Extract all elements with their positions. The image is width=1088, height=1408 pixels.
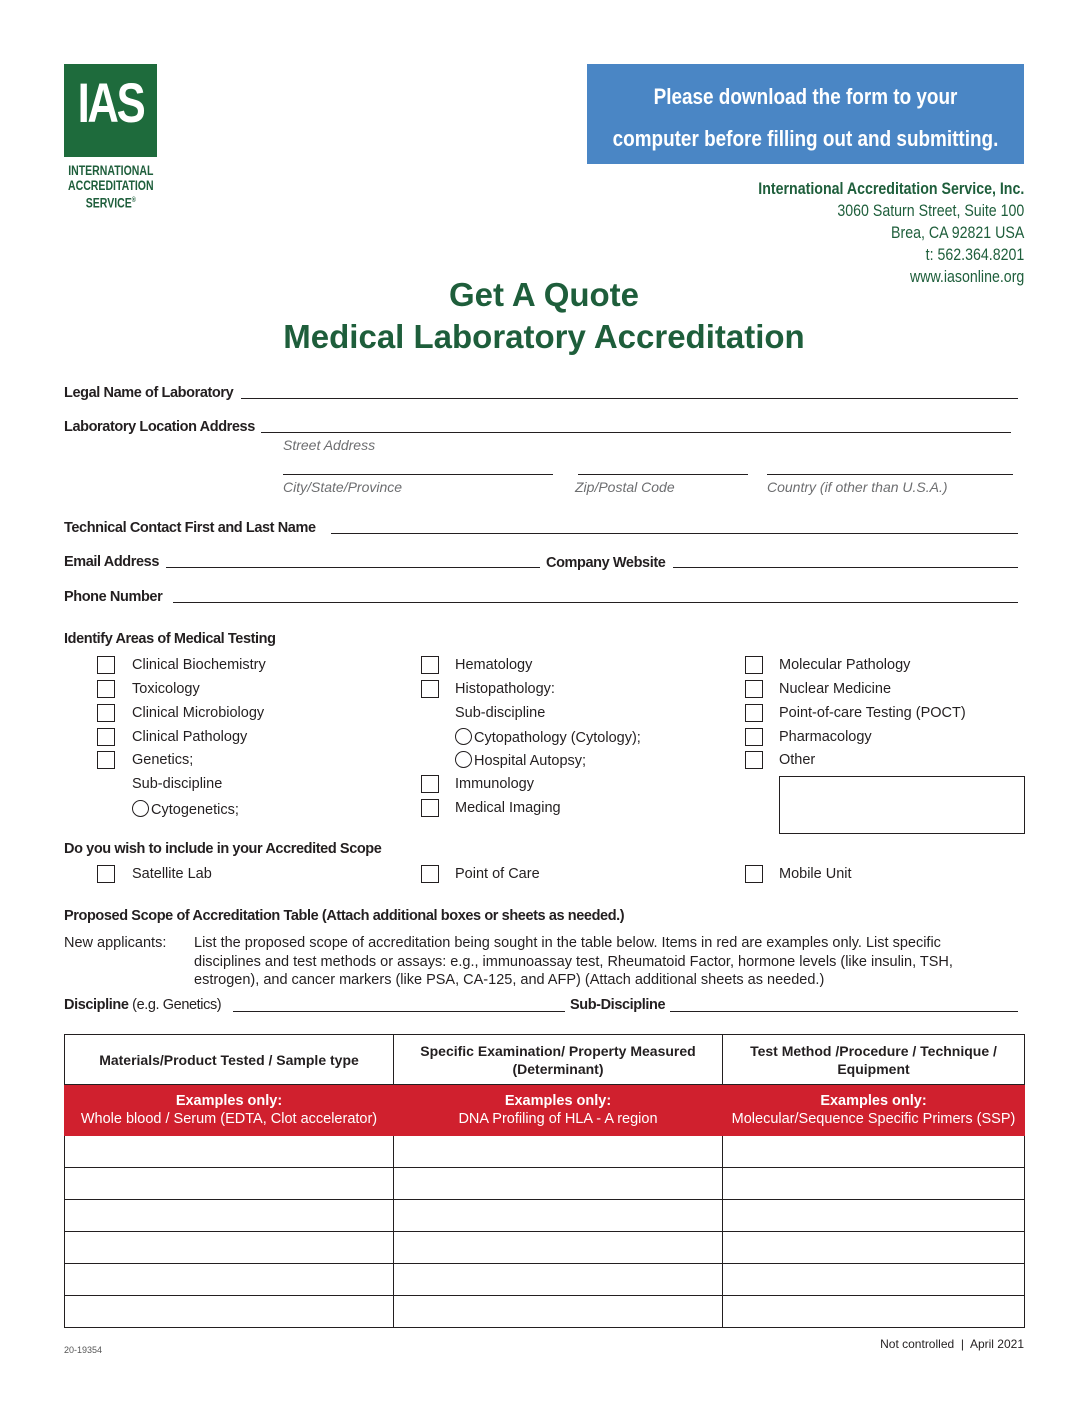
table-cell[interactable]	[65, 1296, 394, 1328]
table-row	[65, 1200, 1025, 1232]
table-cell[interactable]	[65, 1232, 394, 1264]
city-address: Brea, CA 92821 USA	[890, 224, 1024, 242]
example-cell-examination	[394, 1085, 723, 1136]
header-method: Test Method /Procedure / Technique / Equipment	[723, 1035, 1025, 1085]
option-cytogenetics	[132, 800, 239, 818]
example-materials: Whole blood / Serum (EDTA, Clot accelerator)	[80, 1111, 378, 1127]
country-hint: Country (if other than U.S.A.)	[767, 479, 948, 495]
discipline-field[interactable]	[233, 1011, 565, 1012]
table-cell[interactable]	[394, 1296, 723, 1328]
city-hint: City/State/Province	[283, 479, 403, 495]
radio-cytogenetics[interactable]	[132, 800, 149, 817]
table-cell[interactable]	[723, 1296, 1025, 1328]
checkbox-hematology[interactable]	[421, 656, 439, 674]
header-materials: Materials/Product Tested / Sample type	[65, 1035, 394, 1085]
option-clinical-biochemistry: Clinical Biochemistry	[132, 657, 266, 673]
option-point-of-care: Point of Care	[455, 866, 540, 882]
control-status: Not controlled | April 2021	[880, 1337, 1024, 1351]
table-row	[65, 1136, 1025, 1168]
page-title: Get A Quote	[448, 276, 640, 313]
example-cell-method	[723, 1085, 1025, 1136]
radio-cytopathology[interactable]	[455, 728, 472, 745]
new-applicants-label: New applicants:	[64, 935, 167, 951]
instructions-paragraph	[194, 934, 1024, 990]
radio-hospital-autopsy[interactable]	[455, 751, 472, 768]
download-banner	[587, 64, 1024, 164]
form-code: 20-19354	[64, 1345, 103, 1355]
table-cell[interactable]	[723, 1232, 1025, 1264]
sub-discipline-label: Sub-Discipline	[570, 997, 666, 1013]
checkbox-clinical-microbiology[interactable]	[97, 704, 115, 722]
table-cell[interactable]	[65, 1264, 394, 1296]
table-row	[65, 1168, 1025, 1200]
street-address: 3060 Saturn Street, Suite 100	[837, 202, 1024, 220]
sub-discipline-field[interactable]	[670, 1011, 1018, 1012]
example-label: Examples only:	[820, 1093, 927, 1109]
registered-mark: ®	[131, 197, 136, 204]
zip-field[interactable]	[578, 474, 748, 475]
table-cell[interactable]	[65, 1200, 394, 1232]
checkbox-molecular-pathology[interactable]	[745, 656, 763, 674]
option-nuclear-medicine: Nuclear Medicine	[779, 681, 892, 697]
checkbox-satellite-lab[interactable]	[97, 865, 115, 883]
banner-line-1: Please download the form to your	[653, 84, 958, 109]
proposed-heading: Proposed Scope of Accreditation Table (Attach additional boxes or sheets as needed.)	[64, 908, 625, 924]
website-label: Company Website	[546, 555, 666, 571]
example-examination: DNA Profiling of HLA - A region	[458, 1111, 658, 1127]
table-header-row	[65, 1035, 1025, 1085]
option-genetics: Genetics;	[132, 752, 194, 768]
table-cell[interactable]	[723, 1168, 1025, 1200]
option-histopathology: Histopathology:	[455, 681, 555, 697]
website-link[interactable]: www.iasonline.org	[909, 268, 1024, 286]
discipline-label-text: Discipline	[64, 997, 129, 1013]
checkbox-toxicology[interactable]	[97, 680, 115, 698]
checkbox-immunology[interactable]	[421, 775, 439, 793]
logo-line-2: ACCREDITATION	[67, 178, 154, 193]
table-row	[65, 1232, 1025, 1264]
checkbox-other[interactable]	[745, 751, 763, 769]
option-immunology: Immunology	[455, 776, 534, 792]
instructions-line-3: estrogen), and cancer markers (like PSA, CA-125, and AFP) (Attach additional sheets as needed.)	[194, 972, 825, 988]
website-field[interactable]	[673, 567, 1018, 568]
option-pharmacology: Pharmacology	[779, 729, 872, 745]
option-toxicology: Toxicology	[132, 681, 200, 697]
option-hematology: Hematology	[455, 657, 533, 673]
checkbox-poct[interactable]	[745, 704, 763, 722]
location-label: Laboratory Location Address	[64, 419, 255, 435]
option-clinical-microbiology: Clinical Microbiology	[132, 705, 265, 721]
example-cell-materials	[65, 1085, 394, 1136]
logo-letters: IAS	[77, 71, 144, 134]
table-cell[interactable]	[723, 1136, 1025, 1168]
logo-line-1: INTERNATIONAL	[68, 163, 154, 178]
table-cell[interactable]	[394, 1136, 723, 1168]
checkbox-point-of-care[interactable]	[421, 865, 439, 883]
table-cell[interactable]	[394, 1168, 723, 1200]
option-cytopathology	[455, 728, 641, 746]
hospital-autopsy-label: Hospital Autopsy;	[474, 753, 587, 769]
histopathology-subdiscipline-label: Sub-discipline	[455, 705, 546, 721]
table-row	[65, 1264, 1025, 1296]
scope-table	[64, 1034, 1025, 1328]
option-other: Other	[779, 752, 816, 768]
example-row	[65, 1085, 1025, 1136]
email-label: Email Address	[64, 554, 159, 570]
option-medical-imaging: Medical Imaging	[455, 800, 561, 816]
page-subtitle: Medical Laboratory Accreditation	[283, 318, 805, 355]
table-cell[interactable]	[65, 1136, 394, 1168]
table-cell[interactable]	[65, 1168, 394, 1200]
org-name: International Accreditation Service, Inc.	[757, 180, 1024, 198]
scope-include-heading: Do you wish to include in your Accredited Scope	[64, 841, 382, 857]
checkbox-nuclear-medicine[interactable]	[745, 680, 763, 698]
checkbox-pharmacology[interactable]	[745, 728, 763, 746]
address-block	[715, 178, 1024, 288]
instructions-line-2: disciplines and test methods or assays: e.g., immunoassay test, Rheumatoid Factor, hormone levels (like insulin, TSH,	[194, 953, 953, 970]
option-satellite-lab: Satellite Lab	[132, 866, 212, 882]
option-mobile-unit: Mobile Unit	[779, 866, 852, 882]
country-field[interactable]	[767, 474, 1013, 475]
instructions-line-1: List the proposed scope of accreditation being sought in the table below. Items in red are examples only. List specific	[194, 935, 941, 951]
checkbox-clinical-biochemistry[interactable]	[97, 656, 115, 674]
option-hospital-autopsy	[455, 751, 586, 769]
banner-line-2: computer before filling out and submitting.	[612, 126, 999, 151]
checkbox-genetics[interactable]	[97, 751, 115, 769]
option-poct: Point-of-care Testing (POCT)	[779, 705, 966, 721]
contact-field[interactable]	[331, 533, 1018, 534]
contact-label: Technical Contact First and Last Name	[64, 520, 316, 536]
city-field[interactable]	[283, 474, 553, 475]
testing-heading: Identify Areas of Medical Testing	[64, 631, 276, 647]
legal-name-field[interactable]	[241, 398, 1018, 399]
phone-number: t: 562.364.8201	[925, 246, 1024, 264]
checkbox-histopathology[interactable]	[421, 680, 439, 698]
checkbox-mobile-unit[interactable]	[745, 865, 763, 883]
table-row	[65, 1296, 1025, 1328]
genetics-subdiscipline-label: Sub-discipline	[132, 776, 223, 792]
phone-field[interactable]	[173, 602, 1018, 603]
email-field[interactable]	[166, 567, 540, 568]
example-label: Examples only:	[175, 1093, 283, 1109]
cytopathology-label: Cytopathology (Cytology);	[474, 730, 641, 746]
table-cell[interactable]	[723, 1264, 1025, 1296]
discipline-example: (e.g. Genetics)	[132, 997, 222, 1013]
option-molecular-pathology: Molecular Pathology	[779, 657, 911, 673]
discipline-label	[64, 997, 221, 1013]
legal-name-label: Legal Name of Laboratory	[64, 385, 234, 401]
table-cell[interactable]	[394, 1200, 723, 1232]
checkbox-clinical-pathology[interactable]	[97, 728, 115, 746]
logo-line-3	[64, 193, 158, 211]
street-hint: Street Address	[283, 437, 376, 453]
example-method: Molecular/Sequence Specific Primers (SSP)	[731, 1111, 1016, 1127]
logo-subtitle	[64, 163, 154, 211]
table-cell[interactable]	[394, 1232, 723, 1264]
checkbox-medical-imaging[interactable]	[421, 799, 439, 817]
phone-label: Phone Number	[64, 589, 163, 605]
other-text-box[interactable]	[779, 776, 1025, 834]
logo-line-3-text: SERVICE	[85, 195, 132, 211]
example-label: Examples only:	[504, 1093, 612, 1109]
table-cell[interactable]	[394, 1264, 723, 1296]
header-examination: Specific Examination/ Property Measured (Determinant)	[394, 1035, 723, 1085]
street-address-field[interactable]	[261, 432, 1011, 433]
option-clinical-pathology: Clinical Pathology	[132, 729, 248, 745]
cytogenetics-label: Cytogenetics;	[151, 802, 239, 818]
zip-hint: Zip/Postal Code	[575, 479, 675, 495]
table-cell[interactable]	[723, 1200, 1025, 1232]
